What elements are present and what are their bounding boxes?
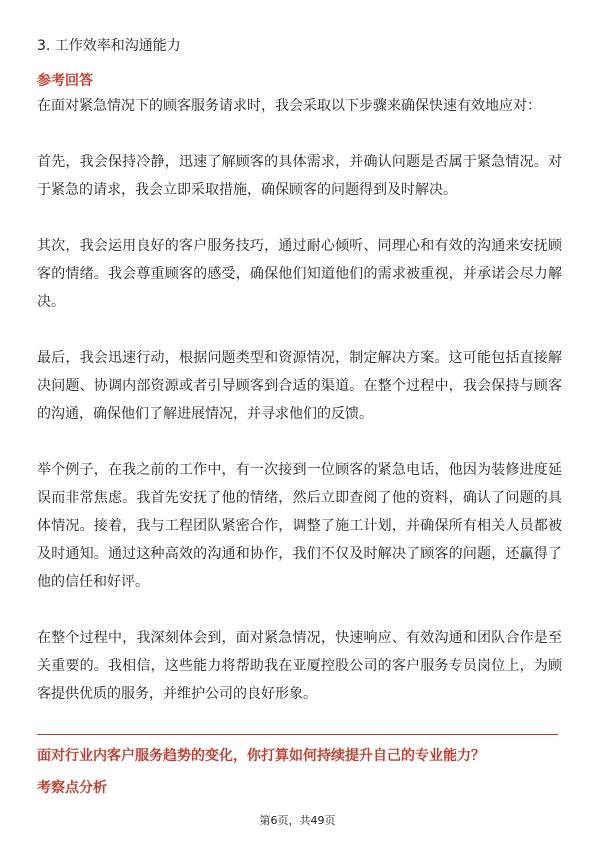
- page-number: 第6页，共49页: [259, 814, 336, 827]
- analysis-label: 考察点分析: [37, 780, 107, 796]
- reference-answer-label: 参考回答: [37, 73, 93, 89]
- answer-paragraph-example: 举个例子，在我之前的工作中，有一次接到一位顾客的紧急电话，他因为装修进度延误而非常焦虑。我首先安抚了他的情绪，然后立即查阅了他的资料，确认了问题的具体情况。接着，我与工程团队紧密合作，调整了施工计划，并确保所有相关人员都被及时通知。通过这种高效的沟通和协作，我们不仅及时解决了顾客的问题，还赢得了他的信任和好评。: [37, 462, 562, 590]
- answer-paragraph-first: 首先，我会保持冷静，迅速了解顾客的具体需求，并确认问题是否属于紧急情况。对于紧急的请求，我会立即采取措施，确保顾客的问题得到及时解决。: [37, 154, 562, 198]
- answer-body: [37, 92, 562, 736]
- answer-paragraph-intro: 在面对紧急情况下的顾客服务请求时，我会采取以下步骤来确保快速有效地应对：: [37, 98, 541, 114]
- answer-paragraph-second: 其次，我会运用良好的客户服务技巧，通过耐心倾听、同理心和有效的沟通来安抚顾客的情绪。我会尊重顾客的感受，确保他们知道他们的需求被重视，并承诺会尽力解决。: [37, 238, 562, 310]
- answer-paragraph-conclusion: 在整个过程中，我深刻体会到，面对紧急情况，快速响应、有效沟通和团队合作是至关重要的。我相信，这些能力将帮助我在亚厦控股公司的客户服务专员岗位上，为顾客提供优质的服务，并维护公司的良好形象。: [37, 630, 562, 702]
- section-divider: [37, 734, 558, 735]
- section-heading: 3. 工作效率和沟通能力: [37, 38, 181, 54]
- next-question: 面对行业内客户服务趋势的变化，你打算如何持续提升自己的专业能力？: [37, 748, 485, 764]
- answer-paragraph-finally: 最后，我会迅速行动，根据问题类型和资源情况，制定解决方案。这可能包括直接解决问题、协调内部资源或者引导顾客到合适的渠道。在整个过程中，我会保持与顾客的沟通，确保他们了解进展情况，并寻求他们的反馈。: [37, 350, 562, 422]
